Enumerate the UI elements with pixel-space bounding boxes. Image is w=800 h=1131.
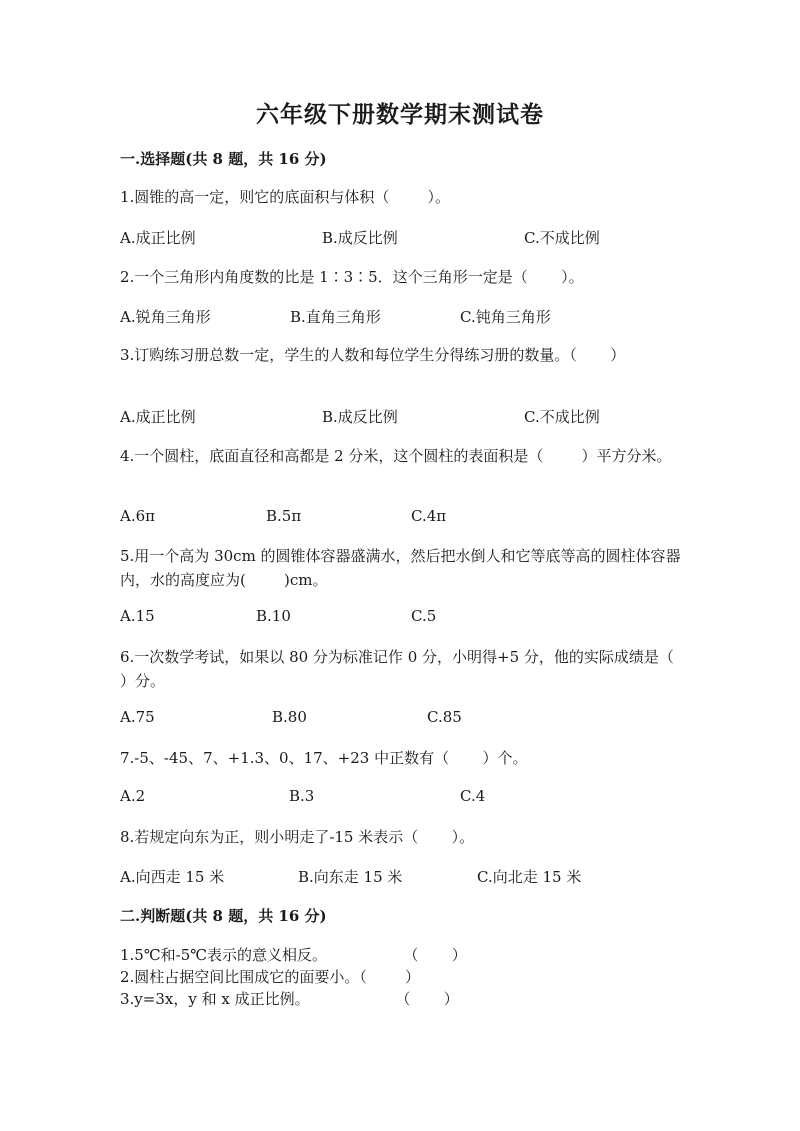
q5-option-c: C.5 — [411, 607, 437, 625]
judgment-2: 2.圆柱占据空间比围成它的面要小。（ ） — [120, 968, 420, 986]
q2-option-c: C.钝角三角形 — [460, 308, 551, 326]
q2-option-a: A.锐角三角形 — [120, 308, 211, 326]
q6-option-b: B.80 — [272, 708, 307, 726]
q1-option-a: A.成正比例 — [120, 229, 196, 247]
q4-option-a: A.6π — [120, 507, 156, 525]
section-heading-judgment: 二.判断题(共 8 题，共 16 分) — [120, 907, 327, 925]
judgment-1: 1.5℃和-5℃表示的意义相反。 （ ） — [120, 946, 467, 964]
question-7: 7.-5、-45、7、+1.3、0、17、+23 中正数有（ ）个。 — [120, 749, 528, 767]
q4-option-b: B.5π — [266, 507, 302, 525]
q7-option-b: B.3 — [289, 787, 315, 805]
question-8: 8.若规定向东为正，则小明走了-15 米表示（ ）。 — [120, 828, 475, 846]
q3-option-c: C.不成比例 — [524, 408, 600, 426]
q1-option-c: C.不成比例 — [524, 229, 600, 247]
q6-option-c: C.85 — [427, 708, 462, 726]
q6-option-a: A.75 — [120, 708, 155, 726]
q7-option-c: C.4 — [460, 787, 486, 805]
question-2: 2.一个三角形内角度数的比是 1∶3∶5．这个三角形一定是（ ）。 — [120, 268, 584, 286]
q3-option-a: A.成正比例 — [120, 408, 196, 426]
q8-option-b: B.向东走 15 米 — [298, 868, 403, 886]
question-5: 5.用一个高为 30cm 的圆锥体容器盛满水，然后把水倒人和它等底等高的圆柱体容器内，水的高度应为( )cm。 — [120, 547, 681, 589]
question-3: 3.订购练习册总数一定，学生的人数和每位学生分得练习册的数量。（ ） — [120, 346, 626, 364]
q5-option-a: A.15 — [120, 607, 155, 625]
q8-option-c: C.向北走 15 米 — [477, 868, 582, 886]
q4-option-c: C.4π — [411, 507, 447, 525]
question-1: 1.圆锥的高一定，则它的底面积与体积（ ）。 — [120, 188, 450, 206]
q8-option-a: A.向西走 15 米 — [120, 868, 225, 886]
section-heading-choice: 一.选择题(共 8 题，共 16 分) — [120, 150, 327, 168]
question-6: 6.一次数学考试，如果以 80 分为标准记作 0 分，小明得+5 分，他的实际成绩是（ ）分。 — [120, 648, 708, 690]
question-4: 4.一个圆柱，底面直径和高都是 2 分米，这个圆柱的表面积是（ ）平方分米。 — [120, 447, 672, 465]
q1-option-b: B.成反比例 — [322, 229, 398, 247]
q5-option-b: B.10 — [256, 607, 291, 625]
page-title: 六年级下册数学期末测试卷 — [256, 101, 544, 128]
q7-option-a: A.2 — [120, 787, 146, 805]
q3-option-b: B.成反比例 — [322, 408, 398, 426]
q2-option-b: B.直角三角形 — [290, 308, 381, 326]
judgment-3: 3.y=3x，y 和 x 成正比例。 （ ） — [120, 990, 459, 1008]
